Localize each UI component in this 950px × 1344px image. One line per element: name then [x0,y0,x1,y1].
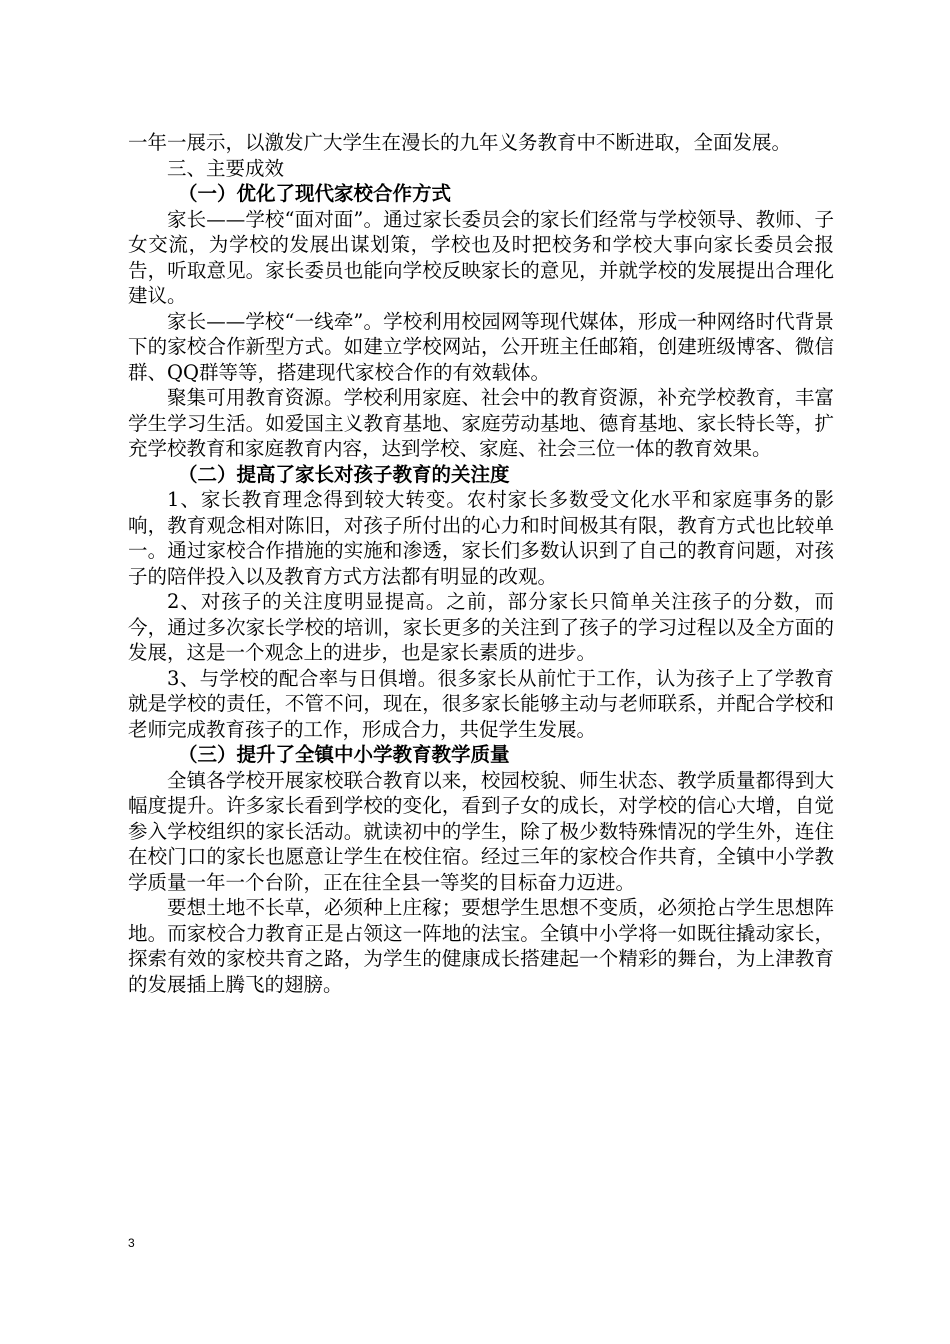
paragraph-continued: 一年一展示，以激发广大学生在漫长的九年义务教育中不断进取，全面发展。 [128,131,792,154]
paragraph: 家长——学校“一线牵”。学校利用校园网等现代媒体，形成一种网络时代背景下的家校合作新型方式。如建立学校网站，公开班主任邮箱，创建班级博客、微信群、QQ群等等，搭建现代家校合作的有效载体。 [128,309,834,384]
paragraph: 2、对孩子的关注度明显提高。之前，部分家长只简单关注孩子的分数，而今，通过多次家长学校的培训，家长更多的关注到了孩子的学习过程以及全方面的发展，这是一个观念上的进步，也是家长素质的进步。 [128,590,834,664]
paragraph: 全镇各学校开展家校联合教育以来，校园校貌、师生状态、教学质量都得到大幅度提升。许多家长看到学校的变化，看到子女的成长，对学校的信心大增，自觉参入学校组织的家长活动。就读初中的学生，除了极少数特殊情况的学生外，连住在校门口的家长也愿意让学生在校住宿。经过三年的家校合作共育，全镇中小学教学质量一年一个台阶，正在往全县一等奖的目标奋力迈进。 [128,768,834,894]
paragraph: 3、与学校的配合率与日俱增。很多家长从前忙于工作，认为孩子上了学教育就是学校的责任，不管不问，现在，很多家长能够主动与老师联系，并配合学校和老师完成教育孩子的工作，形成合力，共促学生发展。 [128,666,834,741]
section-heading-main-results: 三、主要成效 [167,156,285,180]
document-body [128,130,834,997]
paragraph: 家长——学校“面对面”。通过家长委员会的家长们经常与学校领导、教师、子女交流，为学校的发展出谋划策，学校也及时把校务和学校大事向家长委员会报告，听取意见。家长委员也能向学校反映家长的意见，并就学校的发展提出合理化建议。 [128,207,834,307]
paragraph: 1、家长教育理念得到较大转变。农村家长多数受文化水平和家庭事务的影响，教育观念相对陈旧，对孩子所付出的心力和时间极其有限，教育方式也比较单一。通过家校合作措施的实施和渗透，家长们多数认识到了自己的教育问题，对孩子的陪伴投入以及教育方式方法都有明显的改观。 [128,488,834,588]
paragraph: 要想土地不长草，必须种上庄稼；要想学生思想不变质，必须抢占学生思想阵地。而家校合力教育正是占领这一阵地的法宝。全镇中小学将一如既往撬动家长，探索有效的家校共育之路，为学生的健康成长搭建起一个精彩的舞台，为上津教育的发展插上腾飞的翅膀。 [128,896,834,996]
subheading-1: （一）优化了现代家校合作方式 [178,182,452,205]
subheading-2: （二）提高了家长对孩子教育的关注度 [178,462,510,486]
page-number: 3 [128,1236,135,1250]
paragraph: 聚集可用教育资源。学校利用家庭、社会中的教育资源，补充学校教育，丰富学生学习生活。如爱国主义教育基地、家庭劳动基地、德育基地、家长特长等，扩充学校教育和家庭教育内容，达到学校、家庭、社会三位一体的教育效果。 [128,386,834,460]
subheading-3: （三）提升了全镇中小学教育教学质量 [178,743,510,766]
